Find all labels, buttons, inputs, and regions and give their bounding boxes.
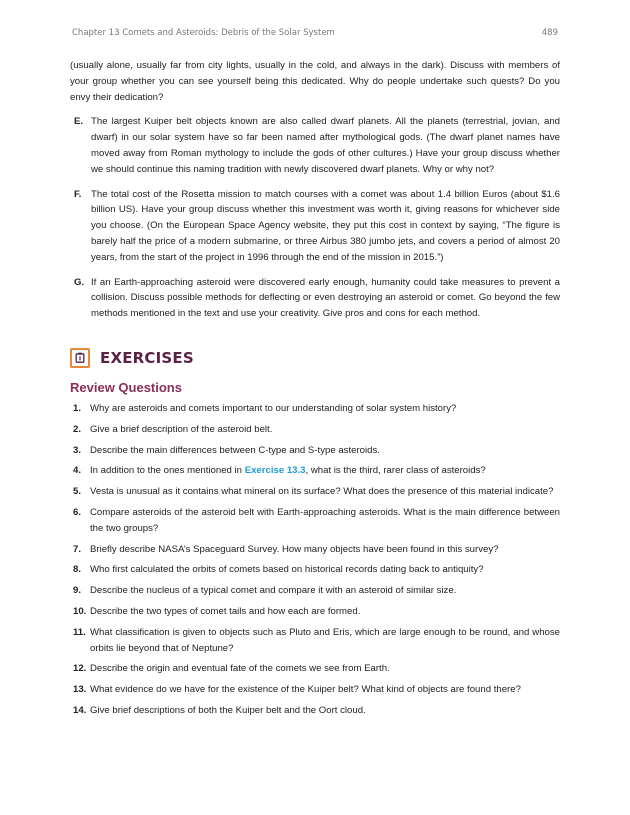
question-item [70, 625, 560, 657]
question-number: 7. [73, 543, 82, 555]
question-number: 12. [73, 663, 87, 675]
question-number: 14. [73, 704, 87, 716]
question-number: 3. [73, 444, 82, 456]
review-questions-title: Review Questions [70, 379, 182, 395]
question-text-before: In addition to the ones mentioned in [90, 465, 245, 477]
exercises-title: EXERCISES [100, 348, 194, 367]
question-text: Describe the nucleus of a typical comet and compare it with an asteroid of similar size. [90, 585, 457, 597]
question-item [70, 604, 560, 620]
question-text: Why are asteroids and comets important to our understanding of solar system history? [90, 402, 457, 414]
question-item [70, 463, 560, 479]
page-content [70, 58, 560, 719]
question-number: 13. [73, 684, 87, 696]
question-text: Describe the origin and eventual fate of the comets we see from Earth. [90, 663, 390, 675]
question-number: 8. [73, 564, 82, 576]
review-questions-list [70, 401, 560, 719]
question-text-after: , what is the third, rarer class of asteroids? [305, 465, 486, 477]
question-text: Describe the two types of comet tails and how each are formed. [90, 605, 361, 617]
group-item-g [70, 275, 560, 322]
question-item [70, 682, 560, 698]
running-title: Chapter 13 Comets and Asteroids: Debris of the Solar System [72, 28, 335, 38]
clipboard-icon [70, 348, 90, 368]
item-text: If an Earth-approaching asteroid were discovered early enough, humanity could take measures to prevent a collision. Discuss possible methods for deflecting or even destroying an asteroid or comet. Go beyond the few methods mentioned in the text and use your creativity. Give pros and cons for each method. [91, 276, 560, 320]
group-item-e [70, 114, 560, 177]
question-text: Who first calculated the orbits of comets based on historical records dating back to antiquity? [90, 564, 484, 576]
question-item [70, 562, 560, 578]
question-number: 5. [73, 486, 82, 498]
question-text: Give brief descriptions of both the Kuiper belt and the Oort cloud. [90, 704, 366, 716]
question-item [70, 484, 560, 500]
group-activity-list [70, 114, 560, 322]
continuation-paragraph: (usually alone, usually far from city lights, usually in the cold, and always in the dark). Discuss with members of your group whether you can see yourself being this dedicated. Why do people undertake such quests? Do you envy their dedication? [70, 60, 560, 103]
question-text: What evidence do we have for the existence of the Kuiper belt? What kind of objects are found there? [90, 684, 521, 696]
question-item [70, 401, 560, 417]
question-item [70, 505, 560, 537]
question-item [70, 583, 560, 599]
question-number: 6. [73, 506, 82, 518]
question-number: 10. [73, 605, 87, 617]
question-text: What classification is given to objects such as Pluto and Eris, which are large enough to be round, and whose orbits lie beyond that of Neptune? [90, 626, 560, 654]
item-text: The largest Kuiper belt objects known are also called dwarf planets. All the planets (terrestrial, jovian, and dwarf) in our solar system have so far been named after mythological gods. (The dwarf planet names have moved away from Roman mythology to include the gods of other cultures.) Have your group discuss whether we should continue this naming tradition with newly discovered dwarf planets. Why or why not? [91, 116, 560, 175]
group-item-f [70, 187, 560, 266]
question-item [70, 542, 560, 558]
question-text: Describe the main differences between C-type and S-type asteroids. [90, 444, 380, 456]
question-number: 4. [73, 465, 82, 477]
question-text: Vesta is unusual as it contains what mineral on its surface? What does the presence of this material indicate? [90, 486, 554, 498]
item-label: F. [74, 188, 82, 200]
question-number: 1. [73, 402, 82, 414]
question-number: 2. [73, 423, 82, 435]
question-item [70, 703, 560, 719]
item-label: E. [74, 116, 84, 128]
question-text: Briefly describe NASA’s Spaceguard Survey. How many objects have been found in this survey? [90, 543, 499, 555]
item-text: The total cost of the Rosetta mission to match courses with a comet was about 1.4 billion Euros (about $1.6 billion US). Have your group discuss whether this investment was worth it, giving reasons for whichever side you choose. (On the European Space Agency website, they put this cost in context by saying, “The figure is barely half the price of a modern submarine, or three Airbus 380 jumbo jets, and covers a period of almost 20 years, from the start of the project in 1996 through the end of the mission in 2015.”) [91, 188, 560, 263]
exercises-heading [70, 348, 560, 368]
question-item [70, 422, 560, 438]
question-number: 9. [73, 585, 82, 597]
page-number: 489 [541, 28, 558, 38]
question-number: 11. [73, 626, 86, 638]
page-header [72, 28, 558, 40]
question-item [70, 661, 560, 677]
item-label: G. [74, 276, 85, 288]
question-item [70, 443, 560, 459]
question-text: Give a brief description of the asteroid belt. [90, 423, 273, 435]
exercise-link[interactable]: Exercise 13.3 [244, 465, 306, 477]
question-text: Compare asteroids of the asteroid belt with Earth-approaching asteroids. What is the main difference between the two groups? [90, 506, 560, 534]
